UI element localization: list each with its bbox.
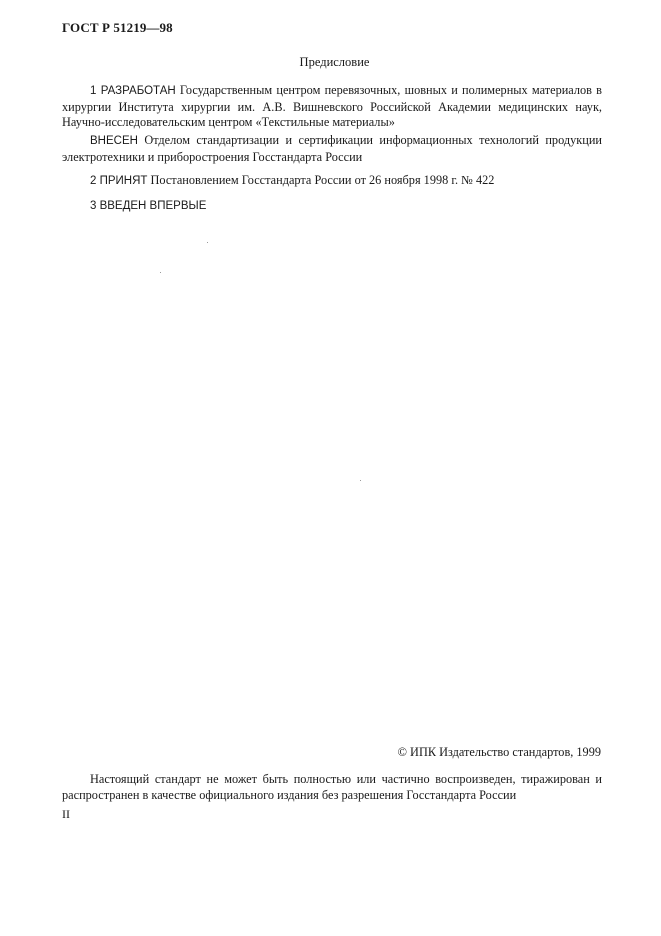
paragraph-lead: ВНЕСЕН <box>90 135 138 147</box>
page-number: II <box>62 807 70 821</box>
paragraph-lead: 3 ВВЕДЕН ВПЕРВЫЕ <box>90 200 207 212</box>
paragraph-adopted <box>62 173 602 190</box>
paragraph-introduced <box>62 198 602 215</box>
paragraph-lead: 2 ПРИНЯТ <box>90 175 148 187</box>
paragraph-developed-by <box>62 83 602 131</box>
scan-speck <box>360 480 361 481</box>
paragraph-text: Государственным центром перевязочных, шовных и полимерных материалов в хирургии Института хирургии им. А.В. Вишневского Российской Академии медицинских наук, Научно-исследовательским центром «Текстильные материалы» <box>62 83 602 129</box>
paragraph-submitted-by <box>62 133 602 165</box>
section-title: Предисловие <box>299 55 370 69</box>
paragraph-text: Постановлением Госстандарта России от 26 ноября 1998 г. № 422 <box>147 173 495 187</box>
scan-speck <box>207 242 208 243</box>
paragraph-lead: 1 РАЗРАБОТАН <box>90 85 176 97</box>
standard-code-header: ГОСТ Р 51219—98 <box>62 20 173 35</box>
reproduction-notice: Настоящий стандарт не может быть полностью или частично воспроизведен, тиражирован и распространен в качестве официального издания без разрешения Госстандарта России <box>62 772 602 802</box>
paragraph-text: Отделом стандартизации и сертификации информационных технологий продукции электротехники и приборостроения Госстандарта России <box>62 133 602 164</box>
scan-speck <box>160 272 161 273</box>
copyright-line: © ИПК Издательство стандартов, 1999 <box>397 745 601 759</box>
